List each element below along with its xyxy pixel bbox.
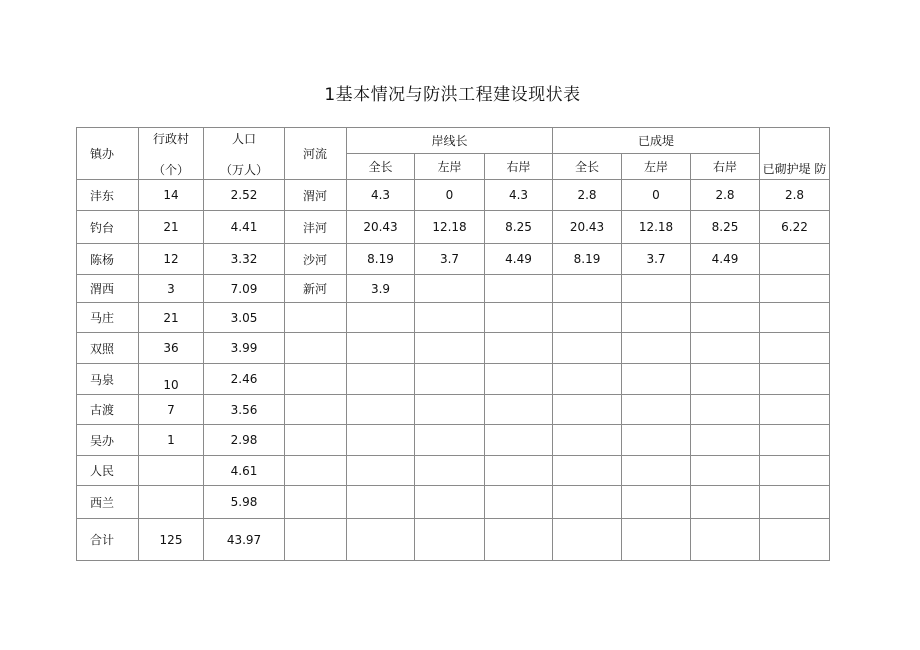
cell-last: 6.22 [760,211,830,244]
cell-town: 双照 [77,333,139,364]
cell-river [285,519,347,561]
cell-s-left [415,275,485,303]
cell-d-left [622,395,691,425]
cell-town: 钓台 [77,211,139,244]
cell-s-left [415,364,485,395]
table-row [77,303,830,333]
table-row [77,211,830,244]
cell-s-left [415,486,485,519]
cell-d-left [622,456,691,486]
cell-population: 2.52 [204,180,285,211]
cell-town: 马庄 [77,303,139,333]
cell-d-total [553,364,622,395]
cell-villages: 10 [139,364,204,395]
cell-town: 吴办 [77,425,139,456]
cell-villages: 125 [139,519,204,561]
header-row-1 [77,128,830,154]
cell-population: 3.99 [204,333,285,364]
cell-s-left [415,333,485,364]
header-villages-line2: （个） [152,162,189,177]
cell-d-right [691,395,760,425]
cell-town: 沣东 [77,180,139,211]
cell-s-total [347,456,415,486]
cell-d-right [691,456,760,486]
cell-last [760,395,830,425]
cell-s-left [415,456,485,486]
cell-last [760,486,830,519]
cell-population: 3.32 [204,244,285,275]
cell-s-total [347,425,415,456]
cell-d-total [553,425,622,456]
header-dike-right: 右岸 [691,154,760,180]
header-population-line1: 人口 [231,131,256,146]
cell-s-total [347,364,415,395]
cell-s-right [485,456,553,486]
cell-river: 沣河 [285,211,347,244]
header-shoreline-group: 岸线长 [347,128,553,154]
cell-d-total: 2.8 [553,180,622,211]
cell-town: 陈杨 [77,244,139,275]
cell-town: 渭西 [77,275,139,303]
cell-d-left: 12.18 [622,211,691,244]
cell-d-right [691,275,760,303]
header-population-line2: （万人） [219,162,268,177]
cell-d-total [553,275,622,303]
cell-d-left [622,275,691,303]
cell-town: 西兰 [77,486,139,519]
cell-d-total [553,333,622,364]
cell-d-left [622,486,691,519]
cell-villages: 21 [139,211,204,244]
cell-s-left [415,519,485,561]
cell-s-total: 8.19 [347,244,415,275]
cell-d-right [691,333,760,364]
cell-population: 4.41 [204,211,285,244]
cell-population: 2.98 [204,425,285,456]
header-masonry-dike: 已砌护堤 防 [760,128,830,180]
table-row [77,519,830,561]
cell-d-left [622,333,691,364]
cell-s-left: 12.18 [415,211,485,244]
cell-villages [139,486,204,519]
table-row [77,333,830,364]
header-river: 河流 [285,128,347,180]
cell-river [285,395,347,425]
cell-river: 渭河 [285,180,347,211]
cell-s-total [347,486,415,519]
header-shoreline-right: 右岸 [485,154,553,180]
cell-villages [139,456,204,486]
cell-s-left: 3.7 [415,244,485,275]
cell-river [285,486,347,519]
cell-d-right [691,303,760,333]
cell-d-left [622,425,691,456]
table-row [77,486,830,519]
cell-s-right: 8.25 [485,211,553,244]
header-dike-group: 已成堤 [553,128,760,154]
header-population [204,128,285,180]
cell-population: 3.05 [204,303,285,333]
cell-s-right: 4.3 [485,180,553,211]
cell-d-total: 20.43 [553,211,622,244]
cell-d-right [691,486,760,519]
cell-villages: 14 [139,180,204,211]
cell-s-left [415,303,485,333]
cell-s-right [485,364,553,395]
page-title: 1基本情况与防洪工程建设现状表 [324,85,581,105]
cell-d-left: 3.7 [622,244,691,275]
cell-villages: 12 [139,244,204,275]
cell-population: 43.97 [204,519,285,561]
table-row [77,395,830,425]
cell-d-total [553,395,622,425]
cell-d-total [553,486,622,519]
header-dike-total: 全长 [553,154,622,180]
cell-s-right [485,486,553,519]
cell-town: 人民 [77,456,139,486]
cell-d-total [553,519,622,561]
cell-d-total [553,303,622,333]
cell-d-left [622,519,691,561]
cell-villages: 7 [139,395,204,425]
cell-s-right [485,275,553,303]
cell-d-right [691,425,760,456]
cell-river [285,425,347,456]
table-row [77,180,830,211]
cell-s-total: 3.9 [347,275,415,303]
cell-river [285,333,347,364]
cell-d-right: 8.25 [691,211,760,244]
cell-last [760,519,830,561]
header-dike-left: 左岸 [622,154,691,180]
cell-s-total [347,333,415,364]
cell-town: 马泉 [77,364,139,395]
cell-last [760,425,830,456]
cell-s-total: 20.43 [347,211,415,244]
cell-town: 古渡 [77,395,139,425]
header-shoreline-total: 全长 [347,154,415,180]
cell-last [760,303,830,333]
cell-population: 3.56 [204,395,285,425]
cell-d-total: 8.19 [553,244,622,275]
cell-last [760,364,830,395]
cell-river: 新河 [285,275,347,303]
cell-last [760,333,830,364]
table-row [77,244,830,275]
cell-s-right [485,425,553,456]
cell-last: 2.8 [760,180,830,211]
cell-last [760,244,830,275]
cell-last [760,456,830,486]
cell-s-left: 0 [415,180,485,211]
cell-s-right: 4.49 [485,244,553,275]
cell-population: 7.09 [204,275,285,303]
cell-villages: 21 [139,303,204,333]
cell-s-total [347,395,415,425]
cell-s-right [485,519,553,561]
cell-d-right [691,364,760,395]
cell-last [760,275,830,303]
cell-river: 沙河 [285,244,347,275]
cell-villages: 36 [139,333,204,364]
cell-s-total [347,519,415,561]
cell-population: 2.46 [204,364,285,395]
cell-river [285,303,347,333]
cell-d-right: 2.8 [691,180,760,211]
cell-s-right [485,333,553,364]
cell-river [285,364,347,395]
cell-d-left [622,364,691,395]
cell-town: 合计 [77,519,139,561]
cell-s-total: 4.3 [347,180,415,211]
cell-population: 5.98 [204,486,285,519]
header-shoreline-left: 左岸 [415,154,485,180]
cell-s-left [415,395,485,425]
status-table [76,127,830,561]
cell-population: 4.61 [204,456,285,486]
cell-river [285,456,347,486]
table-row [77,425,830,456]
cell-s-right [485,303,553,333]
table-row [77,275,830,303]
cell-villages: 1 [139,425,204,456]
table-row [77,364,830,395]
header-villages-line1: 行政村 [152,131,189,146]
cell-d-total [553,456,622,486]
cell-s-right [485,395,553,425]
table-row [77,456,830,486]
cell-d-right [691,519,760,561]
cell-villages: 3 [139,275,204,303]
cell-d-right: 4.49 [691,244,760,275]
cell-s-total [347,303,415,333]
cell-d-left [622,303,691,333]
cell-d-left: 0 [622,180,691,211]
header-town: 镇办 [77,128,139,180]
header-villages [139,128,204,180]
cell-s-left [415,425,485,456]
